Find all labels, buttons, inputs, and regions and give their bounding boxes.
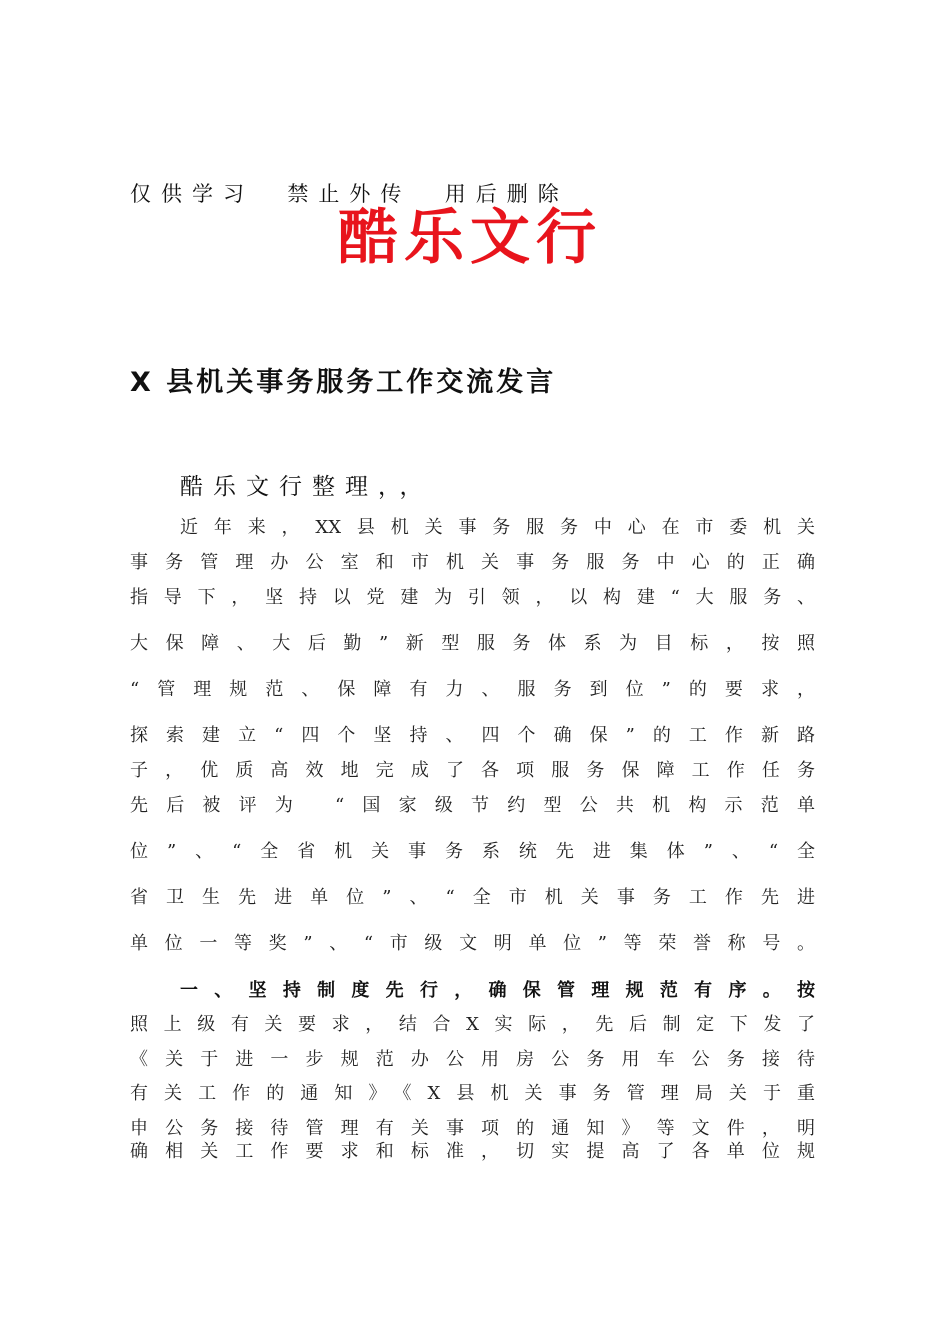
document-title: X 县机关事务服务工作交流发言 bbox=[130, 367, 557, 398]
body-line: 《关于进一步规范办公用房公务用车公务接待 bbox=[130, 1049, 815, 1070]
body-line: “管理规范、保障有力、服务到位”的要求， bbox=[130, 679, 815, 700]
body-line: 指导下，坚持以党建为引领，以构建“大服务、 bbox=[130, 587, 815, 608]
body-line: 确相关工作要求和标准，切实提高了各单位规 bbox=[130, 1141, 815, 1162]
distribution-notice: 仅供学习 禁止外传 用后删除 bbox=[130, 182, 569, 206]
organizer-line: 酷乐文行整理，， bbox=[180, 474, 433, 500]
body-line: 单位一等奖”、“市级文明单位”等荣誉称号。 bbox=[130, 933, 815, 954]
body-line: 先后被评为 “国家级节约型公共机构示范单 bbox=[130, 795, 815, 816]
section-heading-line: 一、坚持制度先行，确保管理规范有序。按 bbox=[180, 980, 815, 1001]
body-line: 大保障、大后勤”新型服务体系为目标，按照 bbox=[130, 633, 815, 654]
body-line: 探索建立“四个坚持、四个确保”的工作新路 bbox=[130, 725, 815, 746]
body-line: 照上级有关要求，结合X实际，先后制定下发了 bbox=[130, 1014, 815, 1035]
body-line: 申公务接待管理有关事项的通知》等文件，明 bbox=[130, 1118, 815, 1139]
body-line: 省卫生先进单位”、“全市机关事务工作先进 bbox=[130, 887, 815, 908]
body-line: 近年来，XX县机关事务服务中心在市委机关 bbox=[180, 517, 815, 538]
body-line: 位”、“全省机关事务系统先进集体”、“全 bbox=[130, 841, 815, 862]
body-line: 事务管理办公室和市机关事务服务中心的正确 bbox=[130, 552, 815, 573]
body-line: 有关工作的通知》《X县机关事务管理局关于重 bbox=[130, 1083, 815, 1104]
body-line: 子，优质高效地完成了各项服务保障工作任务 bbox=[130, 760, 815, 781]
brand-title: 酷乐文行 bbox=[338, 203, 602, 273]
